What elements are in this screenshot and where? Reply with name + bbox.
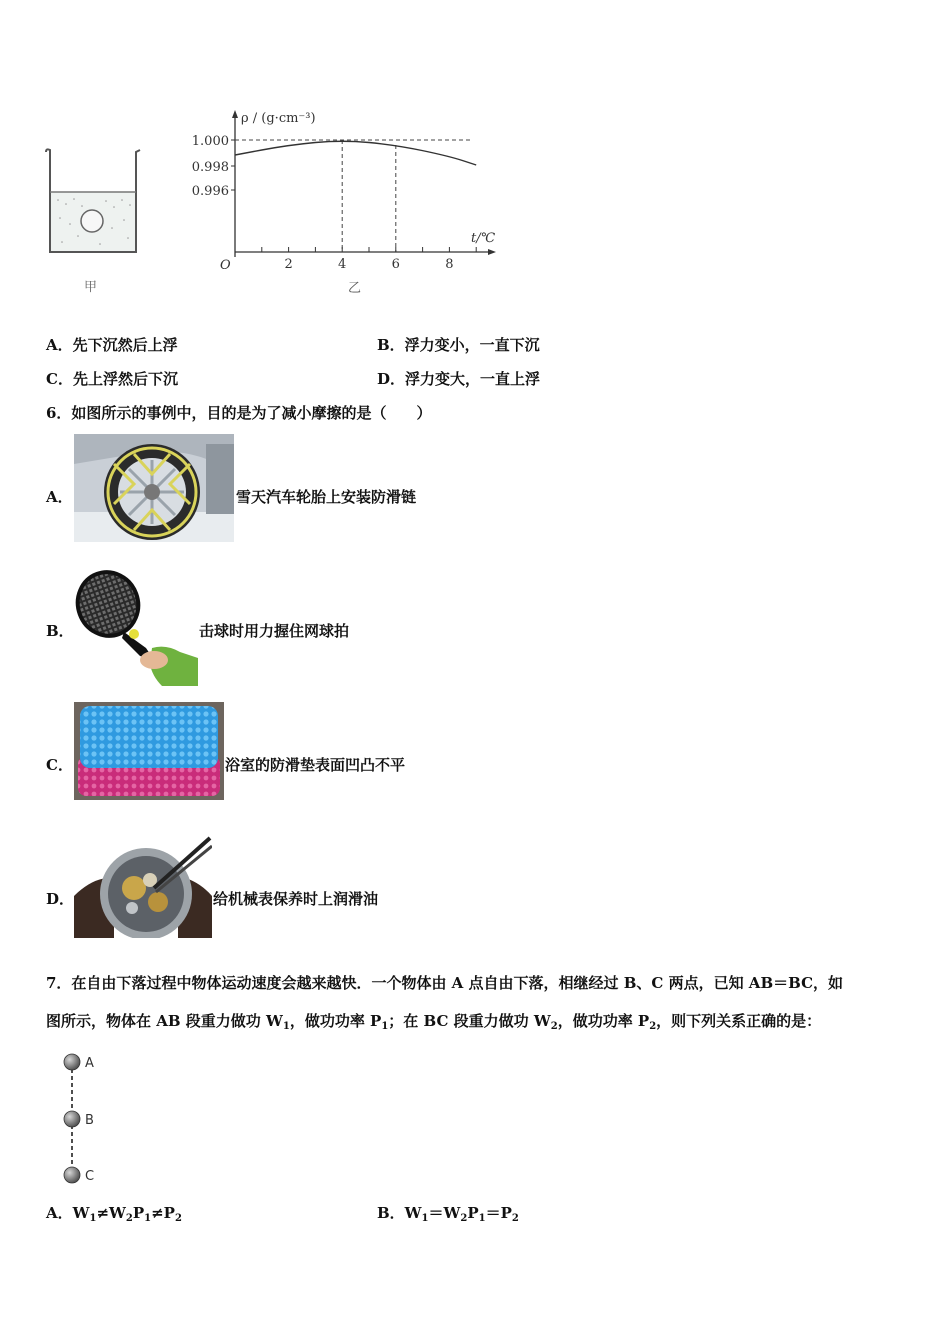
- q6-option-b-label: B．: [46, 622, 74, 640]
- y-tick-label-0: 1.000: [191, 134, 229, 149]
- q6-option-a-text: 雪天汽车轮胎上安装防滑链: [236, 488, 417, 506]
- x-tick-label-3: 8: [445, 257, 454, 272]
- q7-stem-line2: 图所示，物体在 AB 段重力做功 $W_1$，做功功率 $P_1$；在 BC 段重力做功 $W_2$，做功功率 $P_2$，则下列关系正确的是：: [46, 1012, 822, 1032]
- q6-option-d-label: D．: [46, 890, 75, 908]
- point-c-ball: [64, 1167, 80, 1183]
- q5-option-c: C．先上浮然后下沉: [46, 370, 178, 388]
- point-b-label: B: [85, 1113, 94, 1128]
- density-curve: [235, 141, 476, 165]
- q6-option-c-label: C．: [46, 756, 73, 774]
- caption-jia: 甲: [84, 280, 98, 295]
- point-b-ball: [64, 1111, 80, 1127]
- tennis-racket-photo: [74, 568, 198, 686]
- tire-chain-photo: [74, 434, 234, 542]
- point-a-label: A: [85, 1056, 94, 1071]
- x-axis-arrow: [488, 249, 496, 255]
- q7-stem-line1: 7．在自由下落过程中物体运动速度会越来越快．一个物体由 A 点自由下落，相继经过 B、C 两点，已知 AB＝BC，如: [46, 974, 844, 992]
- q5-option-a: A．先下沉然后上浮: [46, 336, 178, 354]
- y-axis-label: ρ / (g·cm⁻³): [241, 111, 316, 126]
- q7-option-b: B．$W_1=W_2P_1=P_2$: [377, 1204, 519, 1224]
- q5-option-b: B．浮力变小，一直下沉: [377, 336, 540, 354]
- point-a-ball: [64, 1054, 80, 1070]
- q7-option-a: A．$W_1\ne W_2P_1\ne P_2$: [46, 1204, 182, 1224]
- q6-option-b-text: 击球时用力握住网球拍: [199, 622, 350, 640]
- x-tick-label-0: 2: [284, 257, 293, 272]
- q6-option-c-text: 浴室的防滑垫表面凹凸不平: [225, 756, 406, 774]
- q6-stem: 6．如图所示的事例中，目的是为了减小摩擦的是（ ）: [46, 404, 432, 422]
- q5-option-d: D．浮力变大，一直上浮: [377, 370, 541, 388]
- x-tick-label-2: 6: [391, 257, 400, 272]
- density-chart: [180, 100, 510, 305]
- y-tick-label-1: 0.998: [191, 160, 229, 175]
- bath-mat-photo: [74, 702, 224, 800]
- falling-object-diagram: [56, 1048, 116, 1188]
- caption-yi: 乙: [348, 281, 362, 296]
- q6-option-a-label: A．: [46, 488, 73, 506]
- watch-photo: [74, 836, 212, 938]
- y-axis-arrow: [232, 110, 238, 118]
- point-c-label: C: [85, 1169, 95, 1184]
- y-tick-label-2: 0.996: [191, 184, 229, 199]
- x-tick-label-1: 4: [338, 257, 347, 272]
- origin-label: O: [220, 258, 231, 273]
- x-axis-label: t/℃: [471, 231, 496, 246]
- q6-option-d-text: 给机械表保养时上润滑油: [213, 890, 379, 908]
